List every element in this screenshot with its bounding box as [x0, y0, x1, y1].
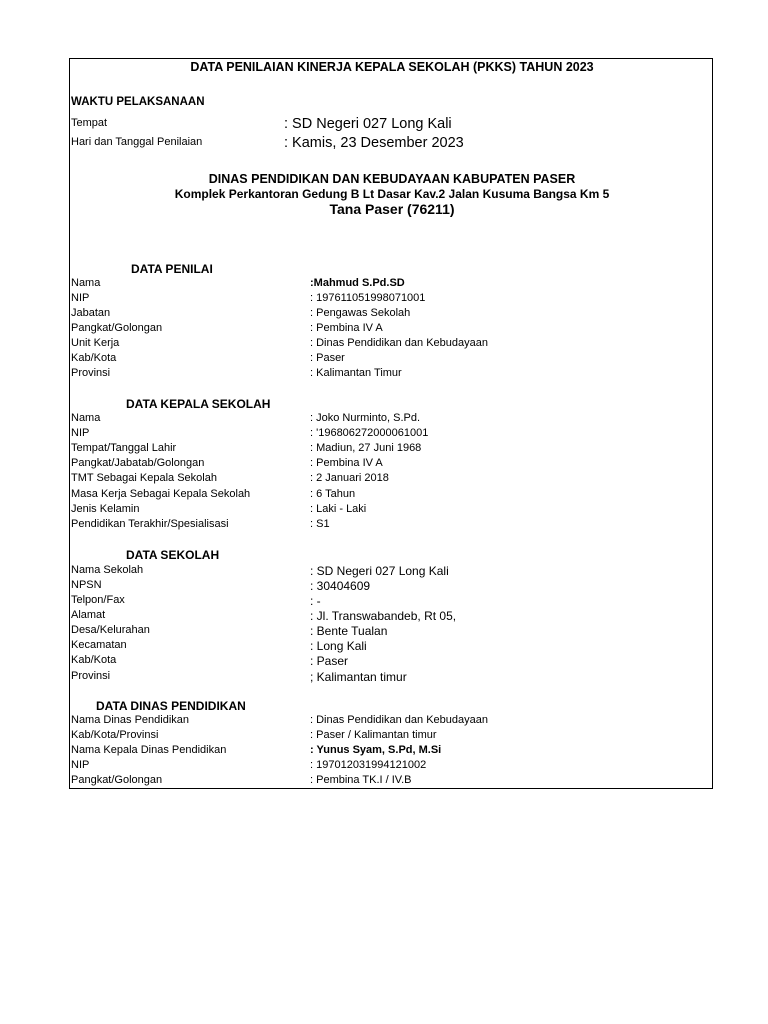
sekolah-npsn-label: NPSN: [71, 579, 102, 591]
kepala-heading: DATA KEPALA SEKOLAH: [126, 397, 271, 411]
sekolah-kab-label: Kab/Kota: [71, 654, 117, 666]
penilai-nama-label: Nama: [71, 277, 101, 289]
penilai-jabatan-value: : Pengawas Sekolah: [310, 307, 411, 319]
penilai-unit-label: Unit Kerja: [71, 337, 120, 349]
sekolah-nama-label: Nama Sekolah: [71, 564, 144, 576]
sekolah-kecamatan-label: Kecamatan: [71, 639, 127, 651]
penilai-kab-label: Kab/Kota: [71, 352, 117, 364]
kepala-nip-label: NIP: [71, 427, 90, 439]
penilai-provinsi-label: Provinsi: [71, 367, 111, 379]
kepala-nama-value: : Joko Nurminto, S.Pd.: [310, 412, 421, 424]
dinas-kab-label: Kab/Kota/Provinsi: [71, 729, 159, 741]
dinas-kepala-value: : Yunus Syam, S.Pd, M.Si: [310, 744, 442, 756]
penilai-kab-value: : Paser: [310, 352, 345, 364]
waktu-tempat-value: : SD Negeri 027 Long Kali: [284, 116, 452, 132]
penilai-provinsi-value: : Kalimantan Timur: [310, 367, 402, 379]
sekolah-kecamatan-value: : Long Kali: [310, 639, 367, 653]
waktu-tanggal-value: : Kamis, 23 Desember 2023: [284, 135, 464, 151]
document-title: DATA PENILAIAN KINERJA KEPALA SEKOLAH (PKKS) TAHUN 2023: [190, 60, 594, 74]
waktu-tempat-label: Tempat: [71, 117, 108, 129]
dinas-nama-label: Nama Dinas Pendidikan: [71, 714, 190, 726]
kepala-masa-kerja-label: Masa Kerja Sebagai Kepala Sekolah: [71, 488, 251, 500]
waktu-tanggal-label: Hari dan Tanggal Penilaian: [71, 136, 203, 148]
penilai-jabatan-label: Jabatan: [71, 307, 111, 319]
sekolah-nama-value: : SD Negeri 027 Long Kali: [310, 564, 449, 578]
kepala-nama-label: Nama: [71, 412, 101, 424]
waktu-heading: WAKTU PELAKSANAAN: [71, 96, 205, 108]
kepala-pendidikan-value: : S1: [310, 518, 330, 530]
penilai-heading: DATA PENILAI: [131, 262, 213, 276]
kepala-pangkat-value: : Pembina IV A: [310, 457, 383, 469]
sekolah-telpon-label: Telpon/Fax: [71, 594, 125, 606]
dinas-nip-value: : 197012031994121002: [310, 759, 427, 771]
kepala-jenis-kelamin-label: Jenis Kelamin: [71, 503, 140, 515]
sekolah-provinsi-value: ; Kalimantan timur: [310, 670, 407, 684]
sekolah-desa-label: Desa/Kelurahan: [71, 624, 150, 636]
kepala-masa-kerja-value: : 6 Tahun: [310, 488, 356, 500]
penilai-nip-label: NIP: [71, 292, 90, 304]
penilai-nip-value: : 197611051998071001: [310, 292, 426, 304]
sekolah-kab-value: : Paser: [310, 654, 349, 668]
dinas-nama-value: : Dinas Pendidikan dan Kebudayaan: [310, 714, 488, 726]
document-frame: [69, 58, 713, 789]
kepala-ttl-value: : Madiun, 27 Juni 1968: [310, 442, 422, 454]
kepala-pangkat-label: Pangkat/Jabatab/Golongan: [71, 457, 205, 469]
sekolah-provinsi-label: Provinsi: [71, 670, 111, 682]
dinas-header-address: Komplek Perkantoran Gedung B Lt Dasar Kav.2 Jalan Kusuma Bangsa Km 5: [174, 187, 610, 201]
sekolah-npsn-value: : 30404609: [310, 579, 371, 593]
sekolah-alamat-value: : Jl. Transwabandeb, Rt 05,: [310, 609, 457, 623]
penilai-pangkat-value: : Pembina IV A: [310, 322, 383, 334]
dinas-header-line1: DINAS PENDIDIKAN DAN KEBUDAYAAN KABUPATEN PASER: [208, 172, 576, 186]
dinas-kepala-label: Nama Kepala Dinas Pendidikan: [71, 744, 227, 756]
kepala-tmt-value: : 2 Januari 2018: [310, 472, 389, 484]
dinas-kab-value: : Paser / Kalimantan timur: [310, 729, 437, 741]
penilai-unit-value: : Dinas Pendidikan dan Kebudayaan: [310, 337, 488, 349]
penilai-nama-value: :Mahmud S.Pd.SD: [310, 277, 405, 289]
sekolah-alamat-label: Alamat: [71, 609, 106, 621]
kepala-jenis-kelamin-value: : Laki - Laki: [310, 503, 367, 515]
dinas-heading: DATA DINAS PENDIDIKAN: [96, 699, 246, 713]
kepala-ttl-label: Tempat/Tanggal Lahir: [71, 442, 177, 454]
sekolah-desa-value: : Bente Tualan: [310, 624, 388, 638]
kepala-tmt-label: TMT Sebagai Kepala Sekolah: [71, 472, 217, 484]
penilai-pangkat-label: Pangkat/Golongan: [71, 322, 163, 334]
dinas-pangkat-value: : Pembina TK.I / IV.B: [310, 774, 412, 786]
kepala-nip-value: : '196806272000061001: [310, 427, 429, 439]
sekolah-heading: DATA SEKOLAH: [126, 548, 220, 562]
dinas-header-city: Tana Paser (76211): [329, 201, 455, 217]
dinas-pangkat-label: Pangkat/Golongan: [71, 774, 163, 786]
dinas-nip-label: NIP: [71, 759, 90, 771]
kepala-pendidikan-label: Pendidikan Terakhir/Spesialisasi: [71, 518, 229, 530]
sekolah-telpon-value: : -: [310, 594, 321, 608]
